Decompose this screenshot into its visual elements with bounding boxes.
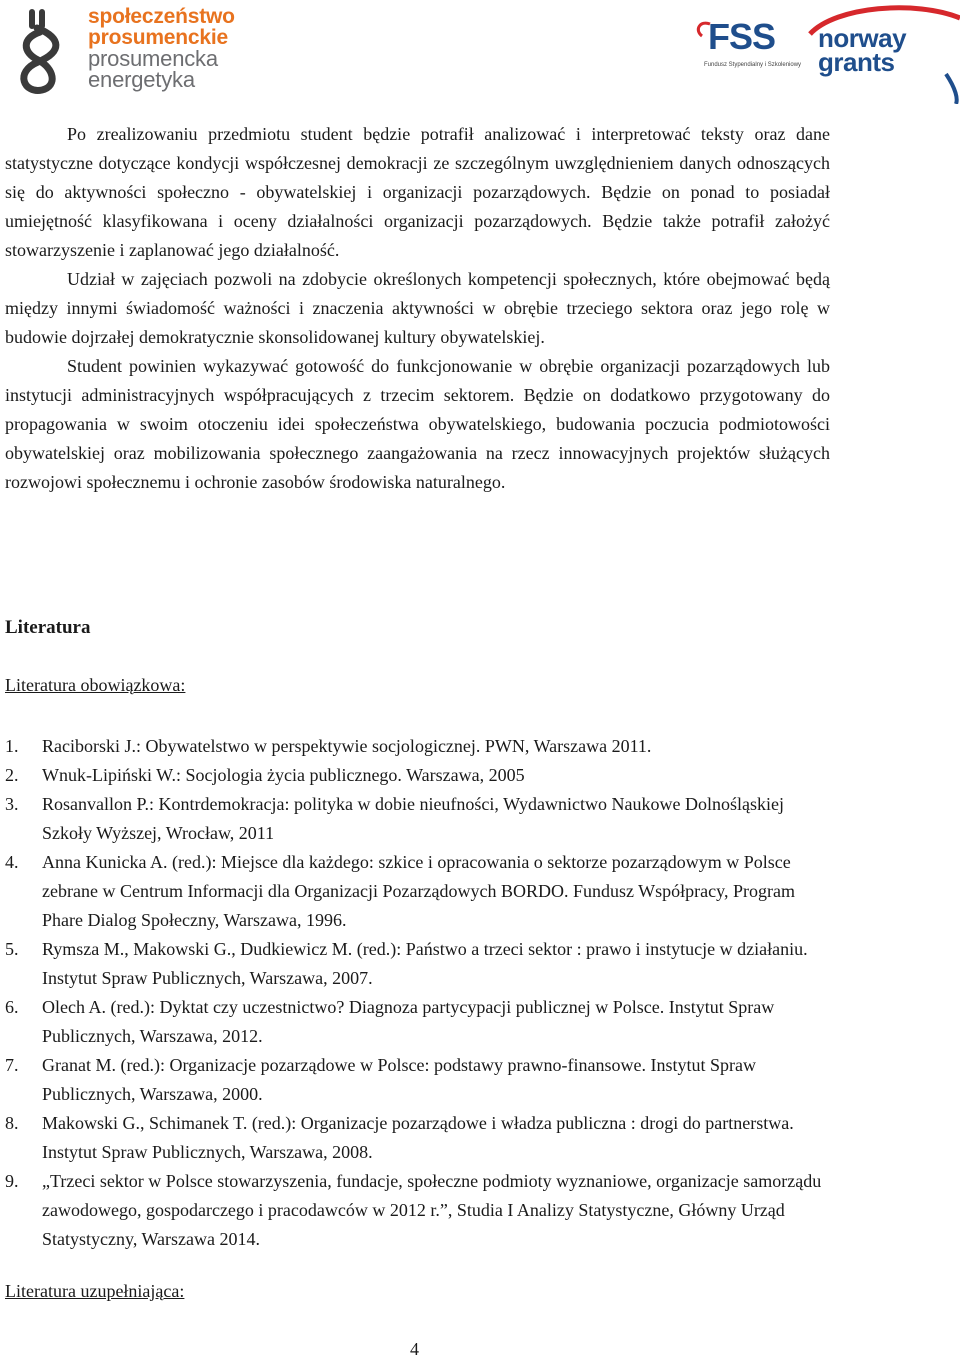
paragraph: Student powinien wykazywać gotowość do funkcjonowanie w obrębie organizacji pozarządowych lub instytucji administracyjnych współpracujących z trzecim sektorem. Będzie on dodatkowo przygotowany do propagowania w swoim otoczeniu idei społeczeństwa obywatelskiego, budowania poczucia podmiotowości obywatelskiej oraz mobilizowania społecznego zaangażowania na rzecz innowacyjnych projektów służących rozwojowi społecznemu i ochronie zasobów środowiska naturalnego. — [5, 356, 830, 492]
list-item-text: Makowski G., Schimanek T. (red.): Organizacje pozarządowe i władza publiczna : drogi do partnerstwa. Instytut Spraw Publicznych, Warszawa, 2008. — [42, 1113, 794, 1162]
list-item — [5, 1167, 835, 1254]
list-item-text: Anna Kunicka A. (red.): Miejsce dla każdego: szkice i opracowania o sektorze pozarządowym w Polsce zebrane w Centrum Informacji dla Organizacji Pozarządowych BORDO. Fundusz Współpracy, Program Phare Dialog Społeczny, Warszawa, 1996. — [42, 852, 795, 930]
literature-list — [5, 732, 835, 1254]
norway-grants-text — [818, 23, 907, 77]
list-item — [5, 848, 835, 935]
list-number: 9. — [5, 1171, 19, 1191]
infinity-plug-icon — [18, 4, 82, 96]
list-item — [5, 732, 835, 761]
list-item-text: Raciborski J.: Obywatelstwo w perspektywie socjologicznej. PWN, Warszawa 2011. — [42, 736, 652, 756]
list-number: 2. — [5, 765, 19, 785]
norway-line-2: grants — [818, 47, 895, 77]
paragraph: Udział w zajęciach pozwoli na zdobycie określonych kompetencji społecznych, które obejmować będą między innymi świadomość ważności i znaczenia aktywności w obrębie trzeciego sektora oraz jego rolę w budowie dojrzałej demokratycznie skonsolidowanej kultury obywatelskiej. — [5, 269, 830, 347]
norway-line-1: norway — [818, 23, 907, 53]
logo-spoleczenstwo-prosumenckie — [18, 4, 248, 96]
list-item — [5, 790, 835, 848]
list-item-text: Wnuk-Lipiński W.: Socjologia życia publicznego. Warszawa, 2005 — [42, 765, 525, 785]
fss-logo-text: FSS — [708, 16, 776, 57]
logo-line-1: społeczeństwo — [88, 5, 235, 28]
list-number: 5. — [5, 939, 19, 959]
list-number: 3. — [5, 794, 19, 814]
required-literature-label: Literatura obowiązkowa: — [5, 675, 186, 695]
page-number: 4 — [410, 1339, 419, 1359]
list-number: 1. — [5, 736, 19, 756]
supplementary-literature-label: Literatura uzupełniająca: — [5, 1281, 185, 1301]
logo-norway-grants — [806, 4, 960, 104]
literature-heading: Literatura — [5, 617, 91, 638]
list-item — [5, 993, 835, 1051]
list-number: 4. — [5, 852, 19, 872]
list-item-text: Rymsza M., Makowski G., Dudkiewicz M. (red.): Państwo a trzeci sektor : prawo i instytucje w działaniu. Instytut Spraw Publicznych, Warszawa, 2007. — [42, 939, 808, 988]
list-item-text: Granat M. (red.): Organizacje pozarządowe w Polsce: podstawy prawno-finansowe. Instytut Spraw Publicznych, Warszawa, 2000. — [42, 1055, 756, 1104]
list-item — [5, 935, 835, 993]
list-number: 8. — [5, 1113, 19, 1133]
list-item-text: „Trzeci sektor w Polsce stowarzyszenia, fundacje, społeczne podmioty wyznaniowe, organizacje samorządu zawodowego, gospodarczego i pracodawców w 2012 r.”, Studia I Analizy Statystyczne, Główny Urząd Statystyczny, Warszawa 2014. — [42, 1171, 822, 1249]
list-item — [5, 1051, 835, 1109]
logo-text — [88, 6, 235, 90]
logo-line-3: prosumencka — [88, 46, 218, 71]
page-header — [0, 0, 960, 110]
logo-line-2: prosumenckie — [88, 26, 228, 49]
logo-fss — [700, 14, 800, 70]
body-text — [5, 120, 830, 497]
list-item-text: Rosanvallon P.: Kontrdemokracja: polityka w dobie nieufności, Wydawnictwo Naukowe Dolnośląskiej Szkoły Wyższej, Wrocław, 2011 — [42, 794, 784, 843]
list-item — [5, 761, 835, 790]
list-number: 7. — [5, 1055, 19, 1075]
paragraph: Po zrealizowaniu przedmiotu student będzie potrafił analizować i interpretować teksty oraz dane statystyczne dotyczące kondycji współczesnej demokracji ze szczególnym uwzględnieniem danych odnoszących się do aktywności społeczno - obywatelskiej i organizacji pozarządowych. Będzie on ponad to posiadał umiejętność klasyfikowana i oceny działalności organizacji pozarządowych. Będzie także potrafił założyć stowarzyszenie i zaplanować jego działalność. — [5, 124, 830, 260]
logo-line-4: energetyka — [88, 67, 195, 92]
fss-logo-subtitle: Fundusz Stypendialny i Szkoleniowy — [704, 62, 802, 68]
list-item — [5, 1109, 835, 1167]
list-item-text: Olech A. (red.): Dyktat czy uczestnictwo? Diagnoza partycypacji publicznej w Polsce. Instytut Spraw Publicznych, Warszawa, 2012. — [42, 997, 775, 1046]
list-number: 6. — [5, 997, 19, 1017]
